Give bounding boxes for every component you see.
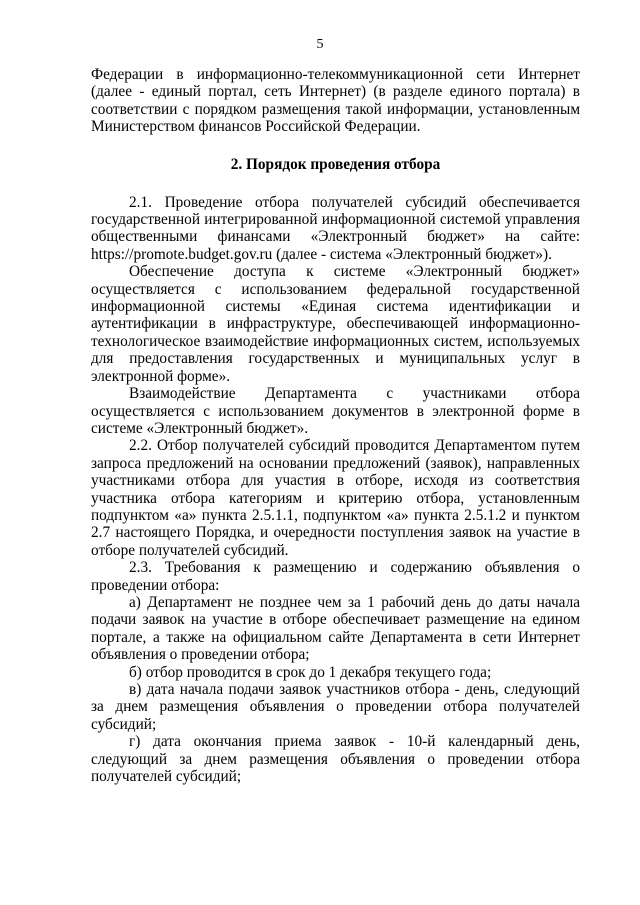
paragraph-interaction: Взаимодействие Департамента с участниками отбора осуществляется с использованием документов в электронной форме в системе «Электронный бюджет». [91, 385, 580, 437]
document-body [91, 66, 580, 785]
paragraph-2-2: 2.2. Отбор получателей субсидий проводится Департаментом путем запроса предложений на основании предложений (заявок), направленных участниками отбора для участия в отборе, исходя из соответствия участника отбора категориям и критерию отбора, установленным подпунктом «а» пункта 2.5.1.1, подпунктом «а» пункта 2.5.1.2 и пунктом 2.7 настоящего Порядка, и очередности поступления заявок на участие в отборе получателей субсидий. [91, 437, 580, 559]
list-item-a: а) Департамент не позднее чем за 1 рабочий день до даты начала подачи заявок на участие в отборе обеспечивает размещение на едином портале, а также на официальном сайте Департамента в сети Интернет объявления о проведении отбора; [91, 593, 580, 664]
paragraph-2-3: 2.3. Требования к размещению и содержанию объявления о проведении отбора: [91, 559, 580, 594]
paragraph-2-1: 2.1. Проведение отбора получателей субсидий обеспечивается государственной интегрированной информационной системой управления общественными финансами «Электронный бюджет» на сайте: https://promote.budget.gov.ru (далее - система «Электронный бюджет»). [91, 193, 580, 263]
paragraph-access: Обеспечение доступа к системе «Электронный бюджет» осуществляется с использованием федеральной государственной информационной системы «Единая система идентификации и аутентификации в инфраструктуре, обеспечивающей информационно-технологическое взаимодействие информационных систем, используемых для предоставления государственных и муниципальных услуг в электронной форме». [91, 263, 580, 385]
paragraph-continuation: Федерации в информационно-телекоммуникационной сети Интернет (далее - единый портал, сеть Интернет) (в разделе единого портала) в соответствии с порядком размещения такой информации, установленным Министерством финансов Российской Федерации. [91, 66, 580, 136]
list-item-v: в) дата начала подачи заявок участников отбора - день, следующий за днем размещения объявления о проведении отбора получателей субсидий; [91, 681, 580, 733]
list-item-g: г) дата окончания приема заявок - 10-й календарный день, следующий за днем размещения объявления о проведении отбора получателей субсидий; [91, 733, 580, 786]
page-number: 5 [316, 37, 324, 52]
section-heading: 2. Порядок проведения отбора [230, 155, 441, 173]
list-item-b: б) отбор проводится в срок до 1 декабря текущего года; [129, 663, 492, 681]
